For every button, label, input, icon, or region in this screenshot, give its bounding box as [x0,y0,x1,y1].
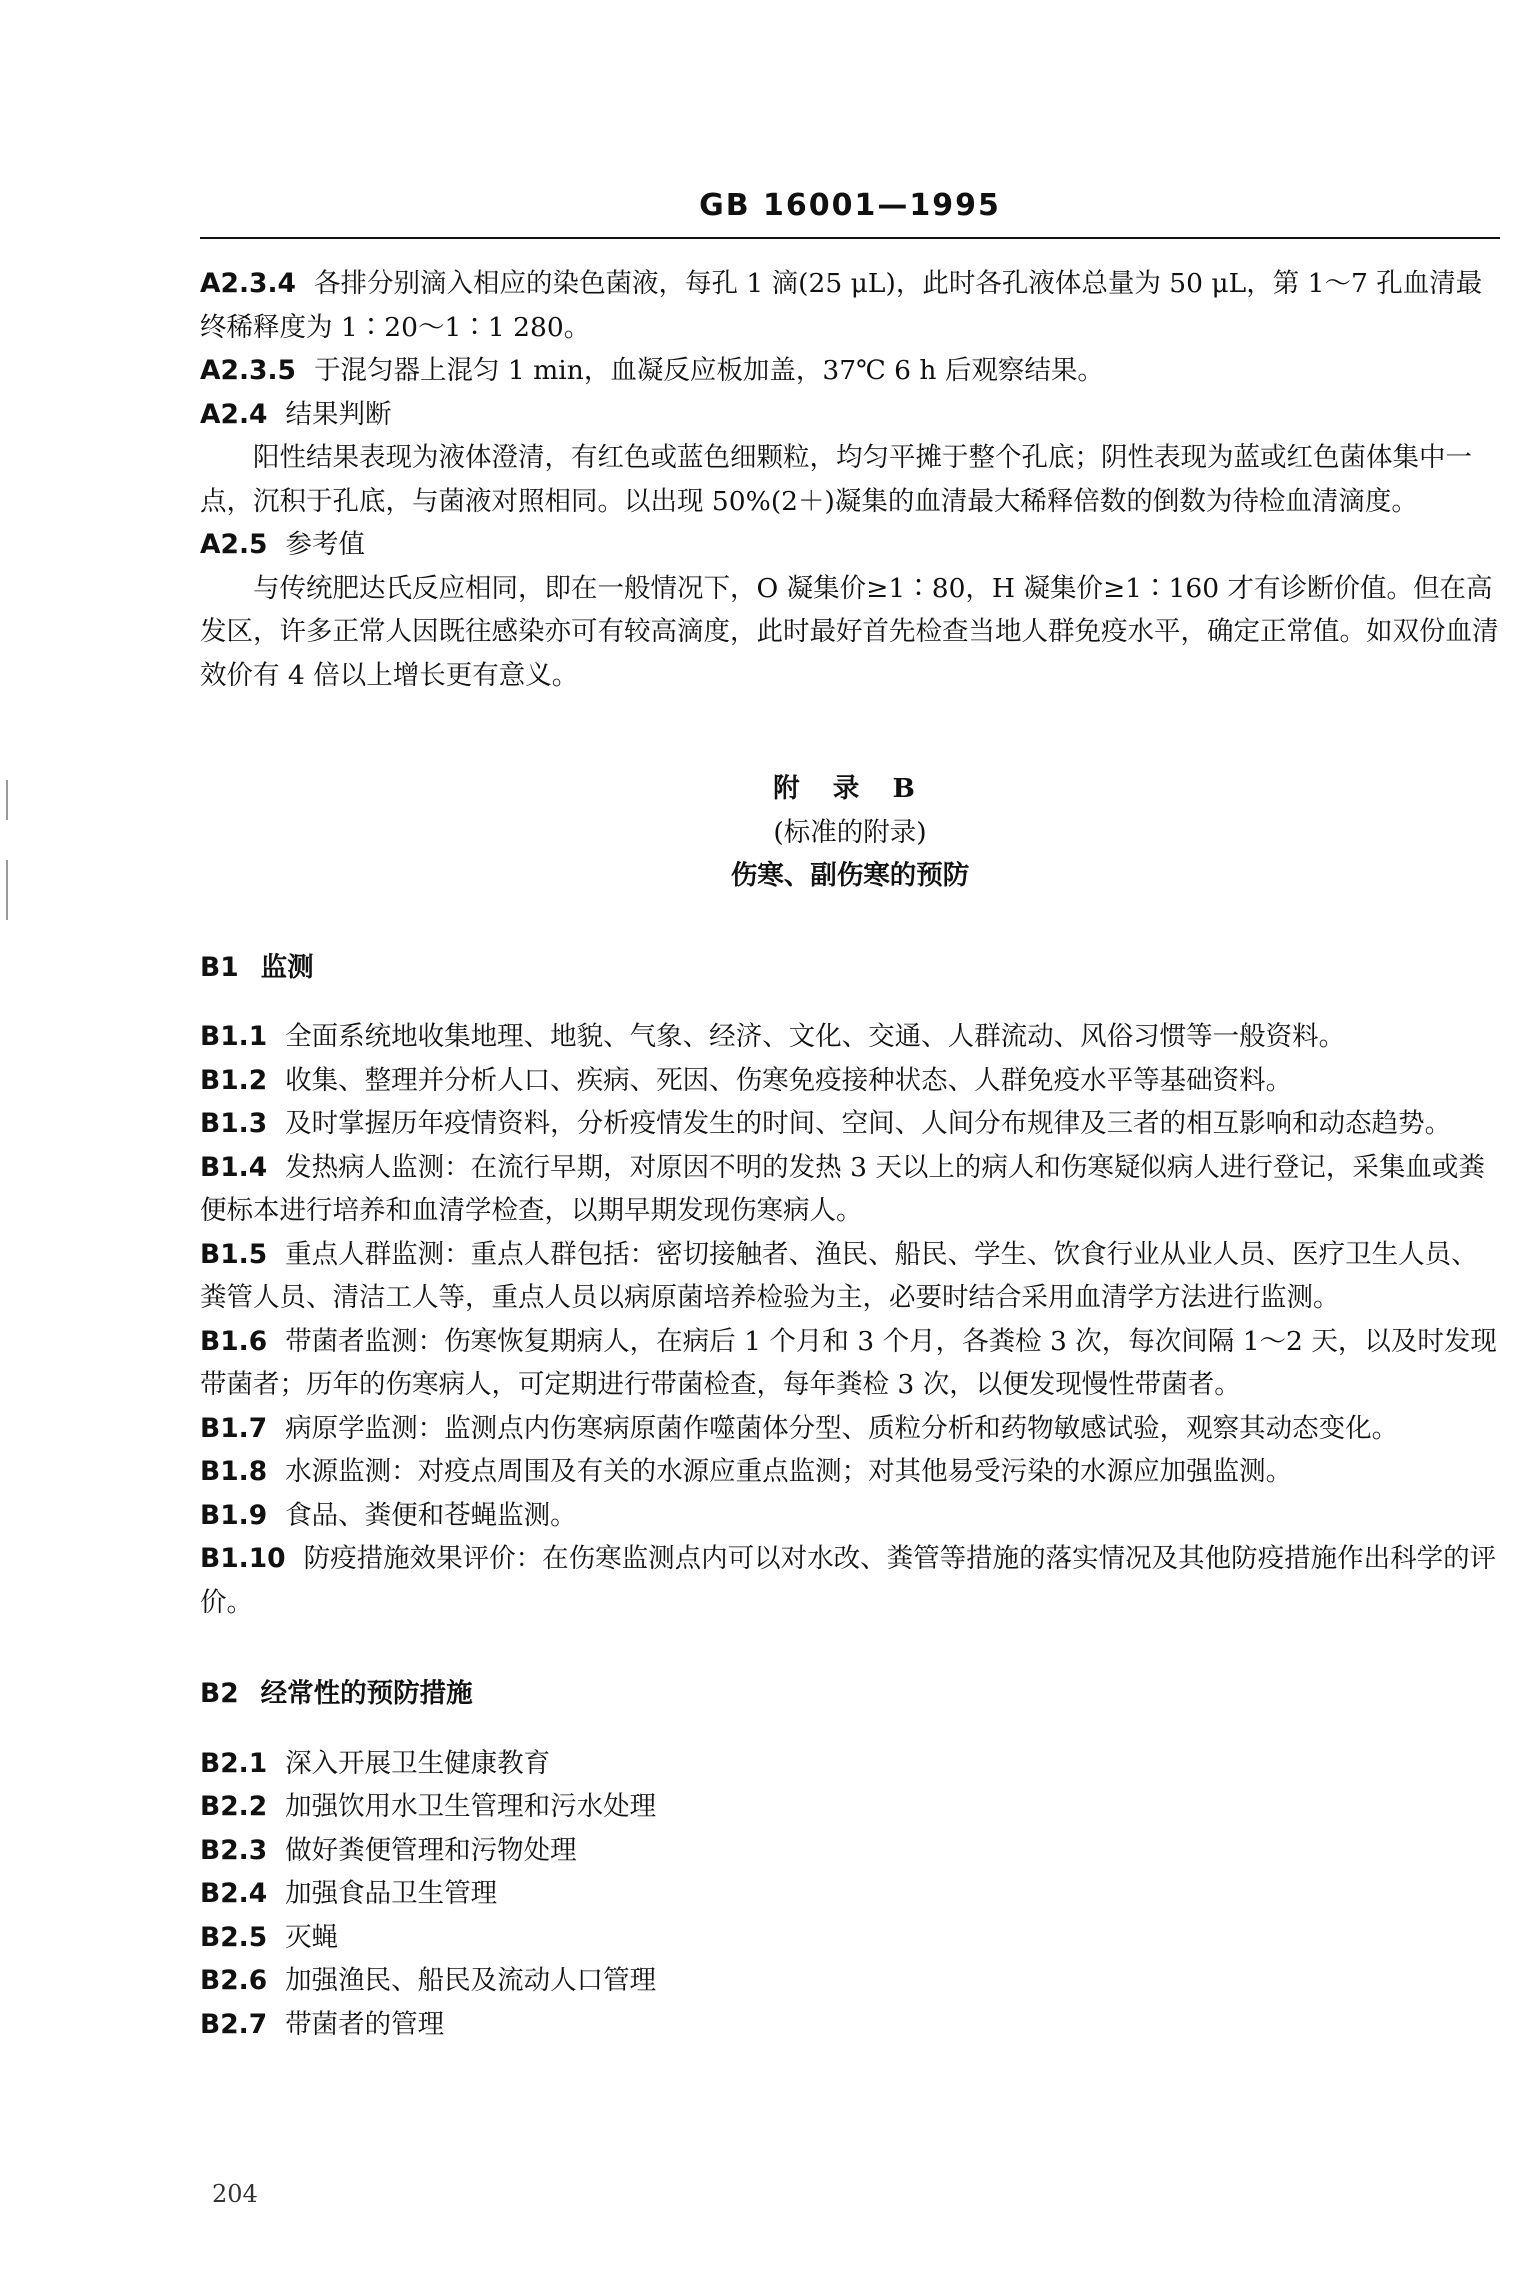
clause-number: B1.7 [200,1412,268,1444]
clause-text: 食品、粪便和苍蝇监测。 [285,1499,577,1531]
clause-b1-10 [200,1537,1500,1624]
clause-a2-3-4 [200,262,1500,349]
clause-b1-2 [200,1059,1500,1103]
clause-number: B2.5 [200,1921,268,1953]
clause-text: 加强饮用水卫生管理和污水处理 [285,1791,657,1822]
clause-text: 防疫措施效果评价：在伤寒监测点内可以对水改、粪管等措施的落实情况及其他防疫措施作出科学的评价。 [200,1543,1497,1618]
appendix-title: 附 录 B [773,773,927,804]
section-b1-title [200,946,1500,990]
clause-text: 于混匀器上混匀 1 min，血凝反应板加盖，37℃ 6 h 后观察结果。 [313,355,1104,386]
clause-title: 参考值 [285,529,365,560]
appendix-heading: 伤寒、副伤寒的预防 [730,860,970,891]
clause-number: A2.4 [200,398,268,430]
paragraph-reference-value: 与传统肥达氏反应相同，即在一般情况下，O 凝集价≥1∶80，H 凝集价≥1∶160 才有诊断价值。但在高发区，许多正常人因既往感染亦可有较高滴度，此时最好首先检查当地人群免疫水平，确定正常值。如双份血清效价有 4 倍以上增长更有意义。 [200,572,1499,691]
clause-text: 收集、整理并分析人口、疾病、死因、伤寒免疫接种状态、人群免疫水平等基础资料。 [285,1064,1293,1096]
clause-number: B2.3 [200,1834,268,1866]
section-title: 经常性的预防措施 [260,1678,473,1709]
clause-number: B1.2 [200,1064,268,1096]
clause-b1-7 [200,1407,1500,1451]
clause-b2-6 [200,1959,1500,2003]
clause-b1-6 [200,1320,1500,1407]
clause-b2-4 [200,1872,1500,1916]
clause-number: B2.7 [200,2008,268,2040]
clause-b2-5 [200,1916,1500,1960]
clause-number: B1.9 [200,1499,268,1531]
clause-b1-8 [200,1450,1500,1494]
clause-number: B1.5 [200,1238,268,1270]
clause-b2-3 [200,1829,1500,1873]
header-rule [200,237,1500,239]
clause-text: 加强食品卫生管理 [285,1878,498,1909]
section-number: B1 [200,951,239,983]
clause-b1-3 [200,1102,1500,1146]
clause-number: B1.3 [200,1108,268,1139]
clause-b1-9 [200,1494,1500,1538]
clause-a2-5 [200,523,1500,567]
clause-text: 重点人群监测：重点人群包括：密切接触者、渔民、船民、学生、饮食行业从业人员、医疗卫生人员、粪管人员、清洁工人等，重点人员以病原菌培养检验为主，必要时结合采用血清学方法进行监测。 [200,1238,1478,1313]
paragraph-result-judgement: 阳性结果表现为液体澄清，有红色或蓝色细颗粒，均匀平摊于整个孔底；阴性表现为蓝或红色菌体集中一点，沉积于孔底，与菌液对照相同。以出现 50%(2＋)凝集的血清最大稀释倍数的倒数为待检血清滴度。 [200,442,1472,517]
clause-text: 全面系统地收集地理、地貌、气象、经济、文化、交通、人群流动、风俗习惯等一般资料。 [285,1021,1346,1052]
document-header: GB 16001—1995 [699,188,1001,223]
clause-number: A2.3.4 [200,268,296,299]
clause-b1-4 [200,1146,1500,1233]
clause-number: B1.10 [200,1543,286,1574]
scan-edge-mark [6,860,8,920]
clause-text: 水源监测：对疫点周围及有关的水源应重点监测；对其他易受污染的水源应加强监测。 [285,1456,1293,1487]
clause-text: 各排分别滴入相应的染色菌液，每孔 1 滴(25 μL)，此时各孔液体总量为 50 μL，第 1～7 孔血清最终稀释度为 1∶20～1∶1 280。 [200,268,1483,343]
document-body [200,262,1500,2046]
section-title: 监测 [260,951,314,983]
clause-text: 加强渔民、船民及流动人口管理 [285,1965,657,1996]
section-number: B2 [200,1678,239,1709]
clause-number: B1.8 [200,1456,268,1487]
clause-text: 深入开展卫生健康教育 [285,1747,551,1779]
clause-b2-7 [200,2003,1500,2047]
clause-number: B1.1 [200,1021,268,1052]
scan-edge-mark [6,780,8,820]
clause-text: 带菌者监测：伤寒恢复期病人，在病后 1 个月和 3 个月，各粪检 3 次，每次间隔 1～2 天，以及时发现带菌者；历年的伤寒病人，可定期进行带菌检查，每年粪检 3 次，以便发现慢性带菌者。 [200,1325,1497,1400]
clause-number: A2.5 [200,529,268,560]
clause-number: B2.6 [200,1965,268,1996]
clause-title: 结果判断 [285,398,392,430]
clause-b1-1 [200,1015,1500,1059]
appendix-subtitle: (标准的附录) [773,816,927,848]
appendix-b-heading [200,767,1500,898]
clause-a2-3-5 [200,349,1500,393]
clause-text: 及时掌握历年疫情资料，分析疫情发生的时间、空间、人间分布规律及三者的相互影响和动态趋势。 [285,1108,1452,1139]
clause-text: 病原学监测：监测点内伤寒病原菌作噬菌体分型、质粒分析和药物敏感试验，观察其动态变化。 [285,1412,1399,1444]
clause-number: B2.4 [200,1878,268,1909]
clause-text: 带菌者的管理 [285,2008,445,2040]
clause-number: B1.6 [200,1325,268,1357]
clause-number: B1.4 [200,1151,268,1183]
clause-a2-4 [200,393,1500,437]
clause-number: B2.1 [200,1747,268,1779]
clause-number: A2.3.5 [200,355,296,386]
page-number: 204 [212,2180,258,2208]
section-b2-title [200,1672,1500,1716]
clause-b2-1 [200,1742,1500,1786]
clause-text: 灭蝇 [285,1921,339,1953]
clause-b1-5 [200,1233,1500,1320]
clause-number: B2.2 [200,1791,268,1822]
clause-text: 发热病人监测：在流行早期，对原因不明的发热 3 天以上的病人和伤寒疑似病人进行登记，采集血或粪便标本进行培养和血清学检查，以期早期发现伤寒病人。 [200,1151,1485,1226]
clause-text: 做好粪便管理和污物处理 [285,1834,577,1866]
clause-b2-2 [200,1785,1500,1829]
